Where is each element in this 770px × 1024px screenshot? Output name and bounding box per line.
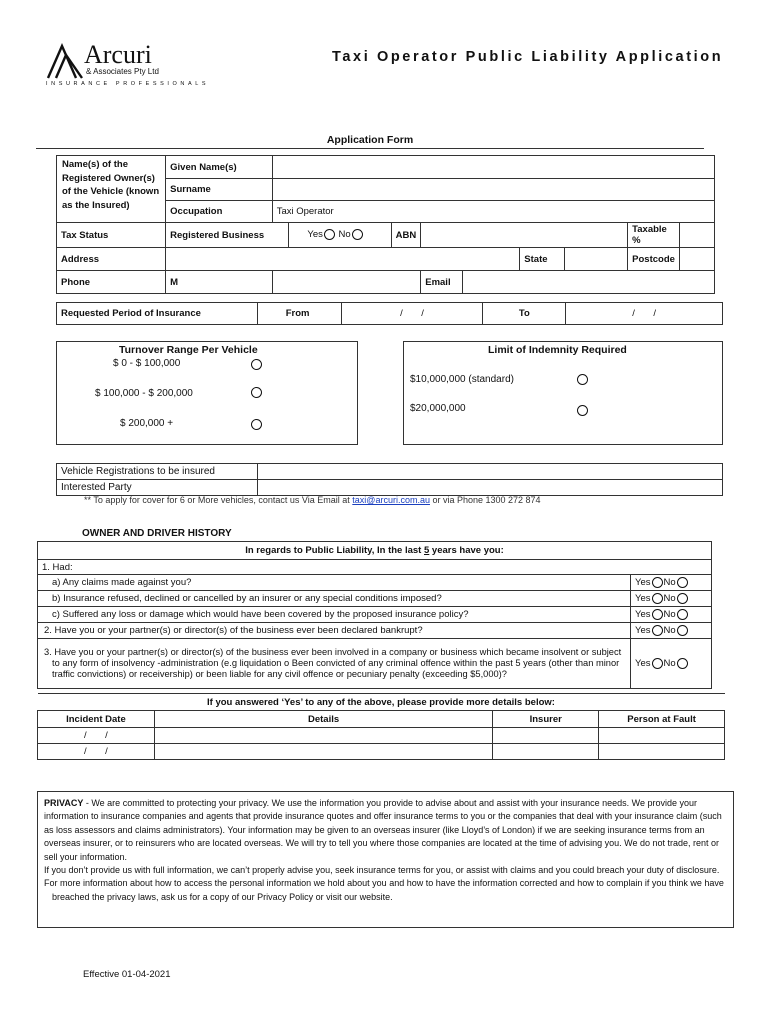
history-item-2: 2. Have you or your partner(s) or director(s) of the business ever been declared bankrupt? xyxy=(38,623,631,639)
history-item-3-text: 3. Have you or your partner(s) or director(s) of the business ever been involved in a company or business which became insolvent or subject to any form of insolvency -administration (e.g liquidation o Been convicted of any criminal offence within the past 5 years (other than minor traffic convictions) or receivership) or been liable for any civil offence or pecuniary penalty (exceeding $5,000)? xyxy=(44,647,622,679)
no-radio[interactable] xyxy=(677,593,688,604)
yes-radio[interactable] xyxy=(652,577,663,588)
yes-radio[interactable] xyxy=(652,593,663,604)
document-title: Taxi Operator Public Liability Application xyxy=(332,49,724,65)
vehicle-note-phone: or via Phone 1300 272 874 xyxy=(429,495,541,505)
no-radio[interactable] xyxy=(677,625,688,636)
yes-label: Yes xyxy=(635,609,651,620)
tax-status-label: Tax Status xyxy=(57,223,166,248)
no-label: No xyxy=(663,625,676,636)
phone-label: Phone xyxy=(57,271,166,294)
abn-label: ABN xyxy=(391,223,421,248)
yes-radio[interactable] xyxy=(324,229,335,240)
arcuri-logo-icon xyxy=(46,42,86,80)
history-item-3 xyxy=(38,639,631,689)
postcode-input[interactable] xyxy=(679,248,714,271)
postcode-label: Postcode xyxy=(628,248,680,271)
col-insurer: Insurer xyxy=(493,711,599,728)
yes-label: Yes xyxy=(635,593,651,604)
no-label: No xyxy=(338,229,351,241)
owner-label: Name(s) of the Registered Owner(s) of the Vehicle (known as the Insured) xyxy=(62,159,160,211)
yes-label: Yes xyxy=(635,577,651,588)
no-radio[interactable] xyxy=(352,229,363,240)
period-table xyxy=(56,302,723,325)
privacy-title: PRIVACY xyxy=(44,798,84,808)
registered-business-label: Registered Business xyxy=(166,223,289,248)
yes-radio[interactable] xyxy=(652,609,663,620)
company-logo xyxy=(46,40,210,92)
history-2-yesno xyxy=(631,623,712,639)
email-link[interactable]: taxi@arcuri.com.au xyxy=(352,495,430,505)
privacy-paragraph-1 xyxy=(44,797,727,864)
from-label: From xyxy=(257,303,341,325)
period-label: Requested Period of Insurance xyxy=(57,303,258,325)
history-item-b: b) Insurance refused, declined or cancelled by an insurer or any special conditions imposed? xyxy=(38,591,631,607)
state-input[interactable] xyxy=(565,248,628,271)
indemnity-title: Limit of Indemnity Required xyxy=(488,344,627,356)
incident-date-input[interactable]: / / xyxy=(38,744,155,760)
incident-table xyxy=(37,693,725,760)
turnover-title: Turnover Range Per Vehicle xyxy=(119,344,258,356)
history-b-yesno xyxy=(631,591,712,607)
occupation-label: Occupation xyxy=(166,201,273,223)
turnover-option-1: $ 0 - $ 100,000 xyxy=(113,358,181,369)
indemnity-box xyxy=(403,341,723,445)
privacy-text-1: - We are committed to protecting your privacy. We use the information you provide to advise about and assist with your insurance needs. We provide your information to insurance companies and agents that provide insurance quotes and offer insurance terms to you or the companies that deal with your insurance claim (such as loss assessors and claims administrators). Your information may be given to an overseas insurer (like Lloyd’s of London) if we are seeking insurance terms from an overseas insurer, or to reinsurers who are located overseas. We will try to tell you where those companies are located at the time of advising you. We do not trade, rent or sell your information. xyxy=(44,798,722,862)
details-prompt: If you answered ‘Yes’ to any of the above, please provide more details below: xyxy=(38,694,725,711)
given-name-input[interactable] xyxy=(272,156,714,179)
incident-date-input[interactable]: / / xyxy=(38,728,155,744)
history-question-tail: years have you: xyxy=(429,545,504,556)
registrations-input[interactable] xyxy=(257,464,722,480)
yes-label: Yes xyxy=(635,625,651,636)
history-question xyxy=(38,542,712,560)
interested-party-input[interactable] xyxy=(257,480,722,496)
yes-label: Yes xyxy=(635,658,651,669)
yes-radio[interactable] xyxy=(652,625,663,636)
to-label: To xyxy=(483,303,566,325)
registered-business-yesno xyxy=(289,223,391,248)
email-label: Email xyxy=(421,271,462,294)
insurer-input[interactable] xyxy=(493,728,599,744)
address-input[interactable] xyxy=(166,248,520,271)
turnover-option-2: $ 100,000 - $ 200,000 xyxy=(95,388,193,399)
turnover-option-3: $ 200,000 + xyxy=(120,418,174,429)
logo-name: Arcuri xyxy=(84,40,152,69)
form-heading: Application Form xyxy=(326,134,414,146)
from-date-input[interactable]: / / xyxy=(341,303,483,325)
logo-sub: & Associates Pty Ltd xyxy=(86,67,159,76)
details-input[interactable] xyxy=(154,728,492,744)
turnover-radio-1[interactable] xyxy=(251,359,262,370)
history-question-text: In regards to Public Liability, In the last xyxy=(245,545,424,556)
surname-label: Surname xyxy=(166,179,273,201)
col-person-at-fault: Person at Fault xyxy=(599,711,725,728)
registrations-label: Vehicle Registrations to be insured xyxy=(57,464,258,480)
vehicle-note xyxy=(84,495,541,505)
effective-date: Effective 01-04-2021 xyxy=(83,969,171,980)
history-item-a: a) Any claims made against you? xyxy=(38,575,631,591)
indemnity-radio-2[interactable] xyxy=(577,405,588,416)
yes-label: Yes xyxy=(307,229,323,241)
interested-party-label: Interested Party xyxy=(57,480,258,496)
history-3-yesno xyxy=(631,639,712,689)
indemnity-radio-1[interactable] xyxy=(577,374,588,385)
email-input[interactable] xyxy=(462,271,714,294)
state-label: State xyxy=(520,248,565,271)
history-a-yesno xyxy=(631,575,712,591)
privacy-paragraph-3: For more information about how to access the personal information we hold about you and how to have the information corrected and how to complain if you think we have breached the privacy laws, ask us for a copy of our Privacy Policy or visit our website. xyxy=(44,878,724,902)
mobile-label: M xyxy=(166,271,273,294)
mobile-input[interactable] xyxy=(272,271,421,294)
col-incident-date: Incident Date xyxy=(38,711,155,728)
history-item-c: c) Suffered any loss or damage which would have been covered by the proposed insurance policy? xyxy=(38,607,631,623)
no-radio[interactable] xyxy=(677,609,688,620)
no-radio[interactable] xyxy=(677,658,688,669)
abn-input[interactable] xyxy=(421,223,628,248)
no-label: No xyxy=(663,609,676,620)
vehicle-note-text: ** To apply for cover for 6 or More vehicles, contact us Via Email at xyxy=(84,495,353,505)
occupation-input[interactable]: Taxi Operator xyxy=(272,201,714,223)
vehicle-table xyxy=(56,463,723,496)
person-at-fault-input[interactable] xyxy=(599,728,725,744)
history-heading: OWNER AND DRIVER HISTORY xyxy=(82,528,232,539)
turnover-radio-2[interactable] xyxy=(251,387,262,398)
person-at-fault-input[interactable] xyxy=(599,744,725,760)
turnover-radio-3[interactable] xyxy=(251,419,262,430)
no-label: No xyxy=(663,658,676,669)
no-label: No xyxy=(663,593,676,604)
given-name-label: Given Name(s) xyxy=(166,156,273,179)
no-label: No xyxy=(663,577,676,588)
details-input[interactable] xyxy=(154,744,492,760)
address-label: Address xyxy=(57,248,166,271)
col-details: Details xyxy=(154,711,492,728)
history-c-yesno xyxy=(631,607,712,623)
turnover-box xyxy=(56,341,358,445)
to-date-input[interactable]: / / xyxy=(566,303,723,325)
history-table xyxy=(37,541,712,689)
insurer-input[interactable] xyxy=(493,744,599,760)
no-radio[interactable] xyxy=(677,577,688,588)
indemnity-option-1: $10,000,000 (standard) xyxy=(410,374,514,385)
history-question-years: 5 xyxy=(424,545,430,556)
details-table xyxy=(56,155,715,294)
history-had: 1. Had: xyxy=(38,560,712,575)
heading-rule xyxy=(36,148,704,149)
taxable-input[interactable] xyxy=(679,223,714,248)
logo-tagline: INSURANCE PROFESSIONALS xyxy=(46,81,210,87)
privacy-box xyxy=(37,791,734,928)
taxable-label: Taxable % xyxy=(628,223,680,248)
surname-input[interactable] xyxy=(272,179,714,201)
yes-radio[interactable] xyxy=(652,658,663,669)
privacy-paragraph-2: If you don’t provide us with full information, we can’t properly advise you, seek insurance terms for you, or assist with claims and you could breach your duty of disclosure. xyxy=(44,865,720,876)
indemnity-option-2: $20,000,000 xyxy=(410,403,466,414)
